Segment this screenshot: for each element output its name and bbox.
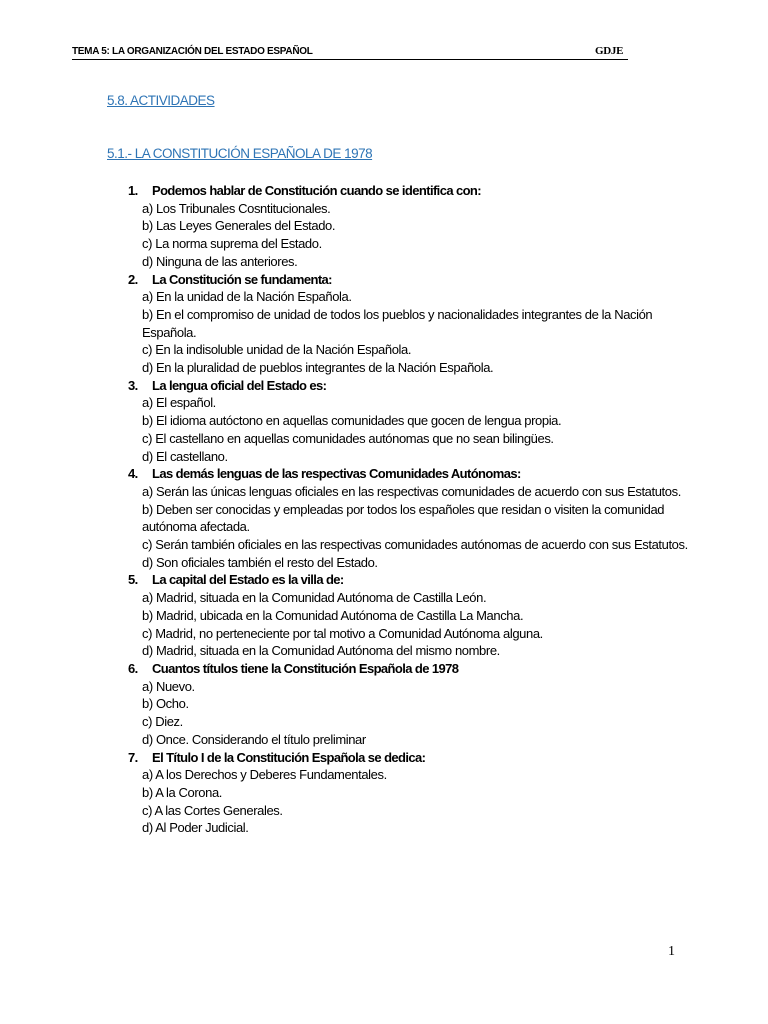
answer-option: b) A la Corona. [142, 784, 222, 800]
question-number: 7. [128, 749, 138, 765]
question-item [128, 377, 688, 466]
question-text: La Constitución se fundamenta: [152, 271, 332, 287]
answer-option: d) El castellano. [142, 448, 228, 464]
question-number: 6. [128, 660, 138, 676]
question-title [128, 571, 688, 589]
answer-option: b) Las Leyes Generales del Estado. [142, 218, 336, 234]
question-number: 4. [128, 466, 138, 482]
question-title [128, 182, 688, 200]
answer-option: a) Madrid, situada en la Comunidad Autónoma de Castilla León. [142, 590, 487, 606]
question-title [128, 377, 688, 395]
answer-option: b) Ocho. [142, 696, 189, 712]
question-title [128, 749, 688, 767]
answer-option: a) A los Derechos y Deberes Fundamentales. [142, 767, 387, 783]
question-number: 5. [128, 572, 138, 588]
answer-option: b) Madrid, ubicada en la Comunidad Autónoma de Castilla La Mancha. [142, 607, 524, 623]
answer-option: c) Diez. [142, 714, 183, 730]
answer-option: d) Ninguna de las anteriores. [142, 253, 298, 269]
question-item [128, 571, 688, 660]
question-title [128, 465, 688, 483]
answer-option: a) Serán las únicas lenguas oficiales en las respectivas comunidades de acuerdo con sus Estatutos. [142, 483, 681, 499]
answer-option: d) Once. Considerando el título preliminar [142, 731, 366, 747]
header-title: TEMA 5: LA ORGANIZACIÓN DEL ESTADO ESPAÑOL [72, 46, 313, 57]
answer-option: a) Los Tribunales Cosntitucionales. [142, 200, 331, 216]
question-text: La lengua oficial del Estado es: [152, 377, 327, 393]
answer-option: a) En la unidad de la Nación Española. [142, 289, 352, 305]
page-number: 1 [668, 944, 675, 959]
page-header [72, 45, 628, 60]
header-code: GDJE [595, 45, 624, 57]
question-list [128, 182, 688, 837]
question-text: Cuantos títulos tiene la Constitución Española de 1978 [152, 660, 459, 676]
answer-option: d) Al Poder Judicial. [142, 820, 249, 836]
question-item [128, 465, 688, 571]
answer-option: b) El idioma autóctono en aquellas comunidades que gocen de lengua propia. [142, 413, 562, 429]
answer-option: c) En la indisoluble unidad de la Nación Española. [142, 342, 412, 358]
question-text: Podemos hablar de Constitución cuando se identifica con: [152, 183, 482, 198]
question-text: Las demás lenguas de las respectivas Comunidades Autónomas: [152, 466, 521, 482]
answer-option: a) El español. [142, 395, 216, 411]
answer-option: c) Serán también oficiales en las respectivas comunidades autónomas de acuerdo con sus Estatutos. [142, 537, 688, 553]
question-number: 3. [128, 377, 138, 393]
question-item [128, 749, 688, 838]
answer-option: a) Nuevo. [142, 678, 195, 694]
question-item [128, 182, 688, 271]
question-item [128, 660, 688, 749]
answer-option: d) Madrid, situada en la Comunidad Autónoma del mismo nombre. [142, 643, 500, 659]
answer-option: c) A las Cortes Generales. [142, 802, 283, 818]
answer-option: c) Madrid, no perteneciente por tal motivo a Comunidad Autónoma alguna. [142, 625, 543, 641]
answer-option: c) La norma suprema del Estado. [142, 236, 322, 252]
section-heading-activities[interactable]: 5.8. ACTIVIDADES [107, 93, 215, 108]
question-text: El Título I de la Constitución Española se dedica: [152, 749, 426, 765]
answer-option: d) En la pluralidad de pueblos integrantes de la Nación Española. [142, 360, 494, 376]
answer-option: c) El castellano en aquellas comunidades autónomas que no sean bilingües. [142, 430, 554, 446]
question-title [128, 660, 688, 678]
question-number: 1. [128, 183, 138, 198]
question-number: 2. [128, 271, 138, 287]
question-item [128, 271, 688, 377]
section-heading-constitution[interactable]: 5.1.- LA CONSTITUCIÓN ESPAÑOLA DE 1978 [107, 146, 373, 161]
answer-option: b) En el compromiso de unidad de todos los pueblos y nacionalidades integrantes de la Nación Española. [142, 306, 653, 340]
question-title [128, 271, 688, 289]
question-text: La capital del Estado es la villa de: [152, 572, 344, 588]
answer-option: b) Deben ser conocidas y empleadas por todos los españoles que residan o visiten la comunidad autónoma afectada. [142, 501, 665, 535]
answer-option: d) Son oficiales también el resto del Estado. [142, 554, 378, 570]
